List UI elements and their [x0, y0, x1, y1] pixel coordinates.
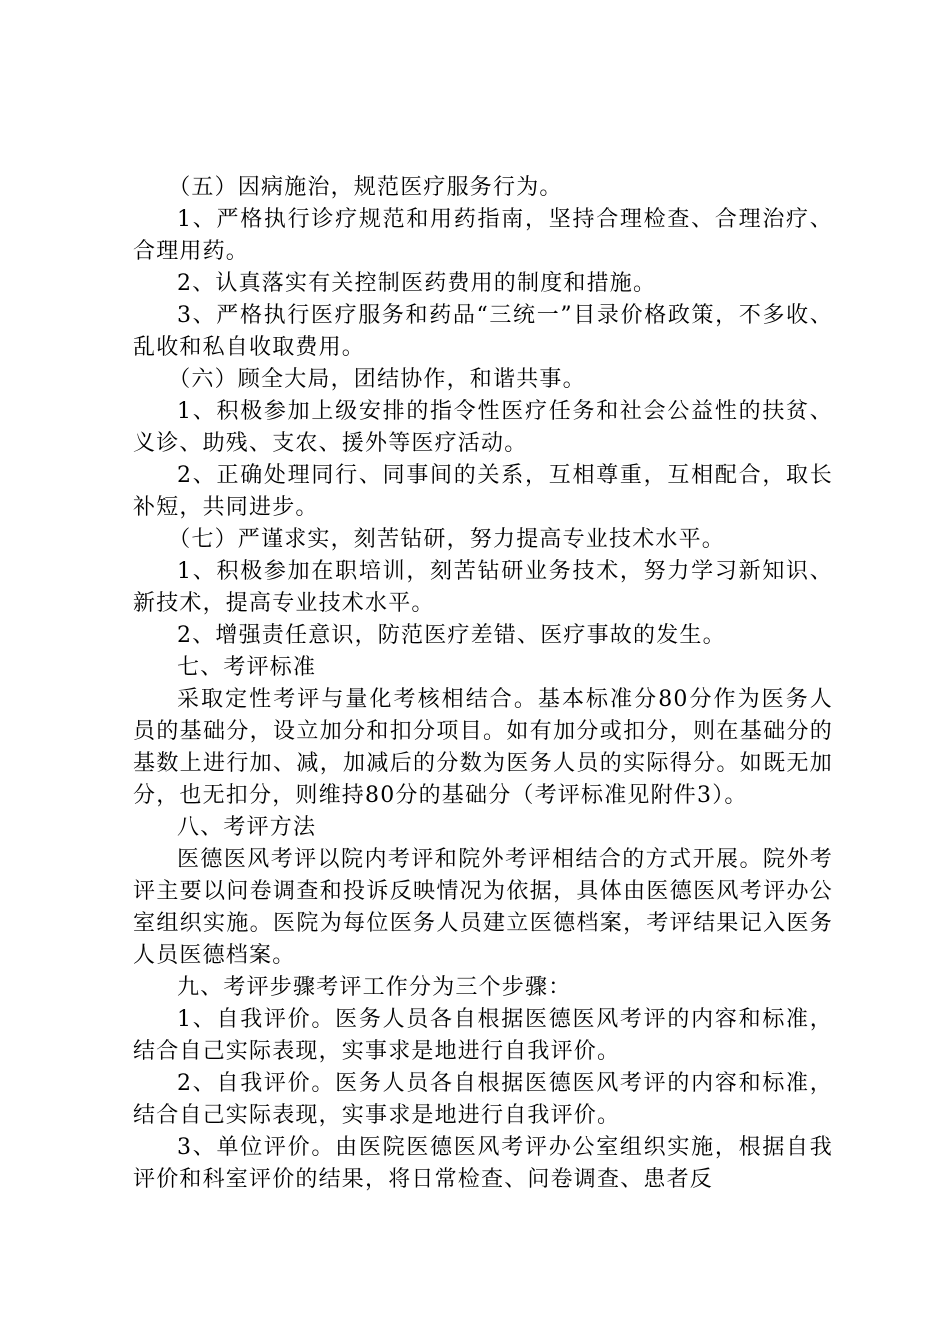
- paragraph-step-1: 1、自我评价。医务人员各自根据医德医风考评的内容和标准，结合自己实际表现，实事求是地进行自我评价。: [133, 1007, 833, 1064]
- section-title-evaluation-steps: 九、考评步骤考评工作分为三个步骤：: [177, 975, 572, 1000]
- paragraph-6-2: 2、正确处理同行、同事间的关系，互相尊重，互相配合，取长补短，共同进步。: [133, 463, 833, 520]
- paragraph-5-3: 3、严格执行医疗服务和药品“三统一”目录价格政策，不多收、乱收和私自收取费用。: [133, 303, 833, 360]
- paragraph-5-2: 2、认真落实有关控制医药费用的制度和措施。: [177, 271, 657, 296]
- document-body: [133, 172, 833, 1196]
- paragraph-6-1: 1、积极参加上级安排的指令性医疗任务和社会公益性的扶贫、义诊、助残、支农、援外等医疗活动。: [133, 399, 833, 456]
- section-heading-6: （六）顾全大局，团结协作，和谐共事。: [168, 367, 586, 392]
- paragraph-evaluation-standard: 采取定性考评与量化考核相结合。基本标准分80分作为医务人员的基础分，设立加分和扣分项目。如有加分或扣分，则在基础分的基数上进行加、减，加减后的分数为医务人员的实际得分。如既无加分，也无扣分，则维持80分的基础分（考评标准见附件3）。: [133, 687, 833, 808]
- paragraph-5-1: 1、严格执行诊疗规范和用药指南，坚持合理检查、合理治疗、合理用药。: [133, 207, 833, 264]
- paragraph-7-1: 1、积极参加在职培训，刻苦钻研业务技术，努力学习新知识、新技术，提高专业技术水平。: [133, 559, 833, 616]
- section-heading-7: （七）严谨求实，刻苦钻研，努力提高专业技术水平。: [168, 527, 725, 552]
- paragraph-evaluation-method: 医德医风考评以院内考评和院外考评相结合的方式开展。院外考评主要以问卷调查和投诉反映情况为依据，具体由医德医风考评办公室组织实施。医院为每位医务人员建立医德档案，考评结果记入医务人员医德档案。: [133, 847, 833, 968]
- paragraph-7-2: 2、增强责任意识，防范医疗差错、医疗事故的发生。: [177, 623, 726, 648]
- section-heading-5: （五）因病施治，规范医疗服务行为。: [168, 175, 563, 200]
- section-title-evaluation-method: 八、考评方法: [177, 815, 317, 840]
- section-title-evaluation-standard: 七、考评标准: [177, 655, 317, 680]
- paragraph-step-3: 3、单位评价。由医院医德医风考评办公室组织实施，根据自我评价和科室评价的结果，将日常检查、问卷调查、患者反: [133, 1135, 833, 1192]
- paragraph-step-2: 2、自我评价。医务人员各自根据医德医风考评的内容和标准，结合自己实际表现，实事求是地进行自我评价。: [133, 1071, 833, 1128]
